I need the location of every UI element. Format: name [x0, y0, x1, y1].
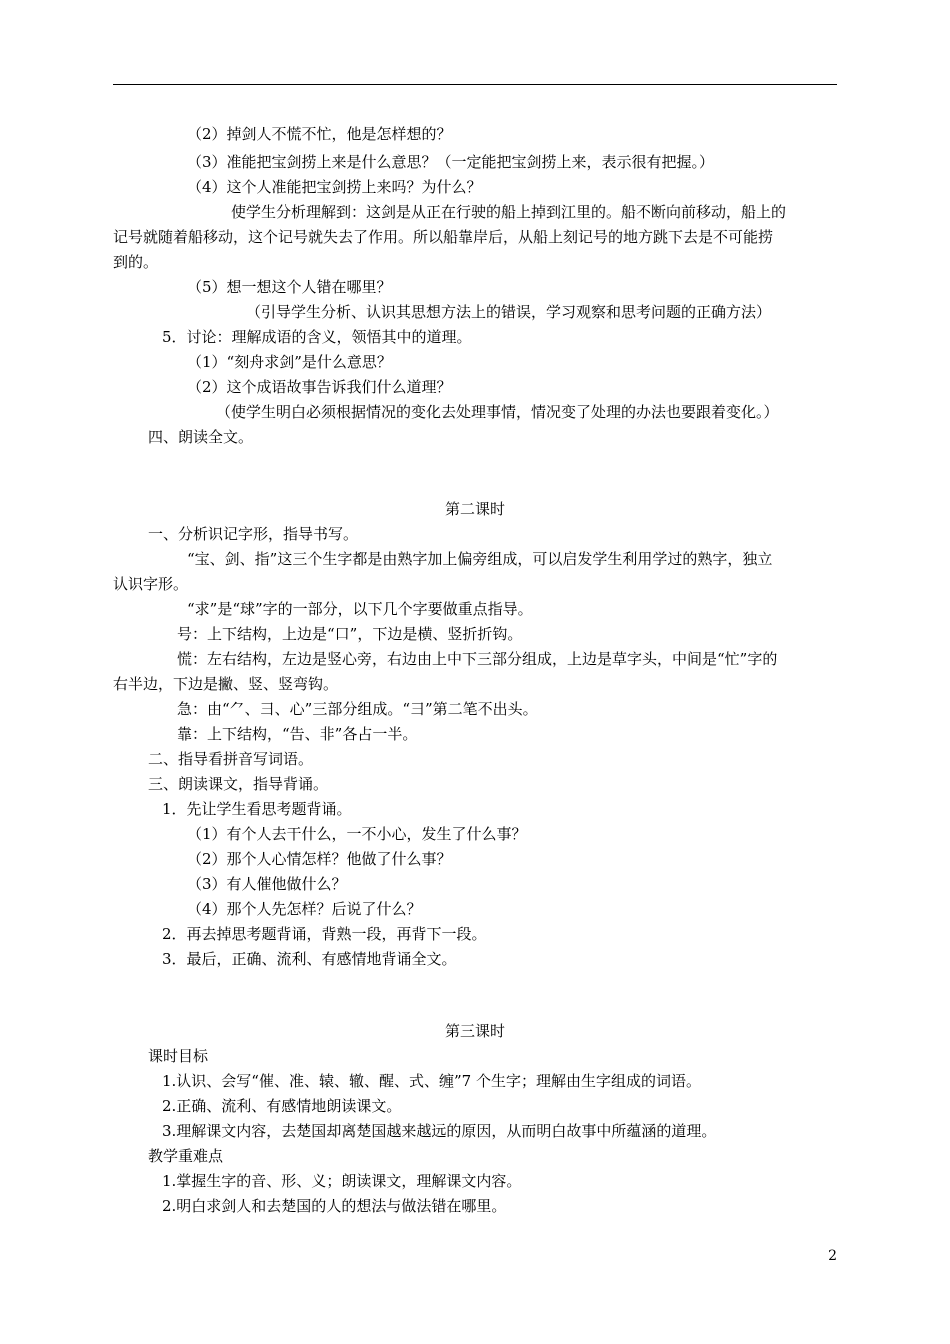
- section-3-title: 第三课时: [444, 1022, 505, 1040]
- analysis-line-1: 使学生分析理解到：这剑是从正在行驶的船上掉到江里的。船不断向前移动，船上的: [231, 203, 787, 221]
- part-1b: “求”是“球”字的一部分，以下几个字要做重点指导。: [187, 600, 533, 618]
- question-2: （2）掉剑人不慌不忙，他是怎样想的？: [187, 125, 452, 143]
- step-1-question-1: （1）有个人去干什么，一不小心，发生了什么事？: [187, 825, 527, 843]
- step-1-question-4: （4）那个人先怎样？后说了什么？: [187, 900, 422, 918]
- question-5-note: （引导学生分析、认识其思想方法上的错误，学习观察和思考问题的正确方法）: [246, 303, 772, 321]
- question-3: （3）准能把宝剑捞上来是什么意思？（一定能把宝剑捞上来，表示很有把握。）: [187, 153, 715, 171]
- goal-2: 2.正确、流利、有感情地朗读课文。: [162, 1097, 402, 1115]
- goal-3: 3.理解课文内容，去楚国却离楚国越来越远的原因，从而明白故事中所蕴涵的道理。: [162, 1122, 717, 1140]
- part-3: 三、朗读课文，指导背诵。: [148, 775, 329, 793]
- discussion-1: （1）“刻舟求剑”是什么意思？: [187, 353, 392, 371]
- question-4: （4）这个人准能把宝剑捞上来吗？为什么？: [187, 178, 482, 196]
- key-points-heading: 教学重难点: [148, 1147, 224, 1165]
- step-2: 2．再去掉思考题背诵，背熟一段，再背下一段。: [162, 925, 487, 943]
- part-1a-line-2: 认识字形。: [113, 575, 189, 593]
- step-1-question-3: （3）有人催他做什么？: [187, 875, 347, 893]
- analysis-line-3: 到的。: [113, 253, 159, 271]
- char-hao: 号：上下结构，上边是“口”，下边是横、竖折折钩。: [177, 625, 523, 643]
- char-kao: 靠：上下结构，“告、非”各占一半。: [177, 725, 418, 743]
- analysis-line-2: 记号就随着船移动，这个记号就失去了作用。所以船靠岸后，从船上刻记号的地方跳下去是不可能捞: [113, 228, 774, 246]
- step-3: 3．最后，正确、流利、有感情地背诵全文。: [162, 950, 457, 968]
- part-4: 四、朗读全文。: [148, 428, 254, 446]
- discussion-2: （2）这个成语故事告诉我们什么道理？: [187, 378, 452, 396]
- discussion-note: （使学生明白必须根据情况的变化去处理事情，情况变了处理的办法也要跟着变化。）: [216, 403, 779, 421]
- char-ji: 急：由“⺈、彐、心”三部分组成。“彐”第二笔不出头。: [177, 700, 538, 718]
- char-huang-line-1: 慌：左右结构，左边是竖心旁，右边由上中下三部分组成，上边是草字头，中间是“忙”字的: [177, 650, 778, 668]
- page-number: 2: [828, 1248, 837, 1264]
- key-point-1: 1.掌握生字的音、形、义；朗读课文，理解课文内容。: [162, 1172, 522, 1190]
- step-1: 1．先让学生看思考题背诵。: [162, 800, 352, 818]
- step-5: 5．讨论：理解成语的含义，领悟其中的道理。: [162, 328, 472, 346]
- char-huang-line-2: 右半边，下边是撇、竖、竖弯钩。: [113, 675, 339, 693]
- part-2: 二、指导看拼音写词语。: [148, 750, 314, 768]
- goals-heading: 课时目标: [148, 1047, 209, 1065]
- part-1a-line-1: “宝、剑、指”这三个生字都是由熟字加上偏旁组成，可以启发学生利用学过的熟字，独立: [187, 550, 773, 568]
- header-rule: [113, 84, 837, 85]
- step-1-question-2: （2）那个人心情怎样？他做了什么事？: [187, 850, 452, 868]
- goal-1: 1.认识、会写“催、准、辕、辙、醒、式、缠”7 个生字；理解由生字组成的词语。: [162, 1072, 701, 1090]
- question-5: （5）想一想这个人错在哪里？: [187, 278, 392, 296]
- part-1: 一、分析识记字形，指导书写。: [148, 525, 359, 543]
- key-point-2: 2.明白求剑人和去楚国的人的想法与做法错在哪里。: [162, 1197, 507, 1215]
- section-2-title: 第二课时: [444, 500, 505, 518]
